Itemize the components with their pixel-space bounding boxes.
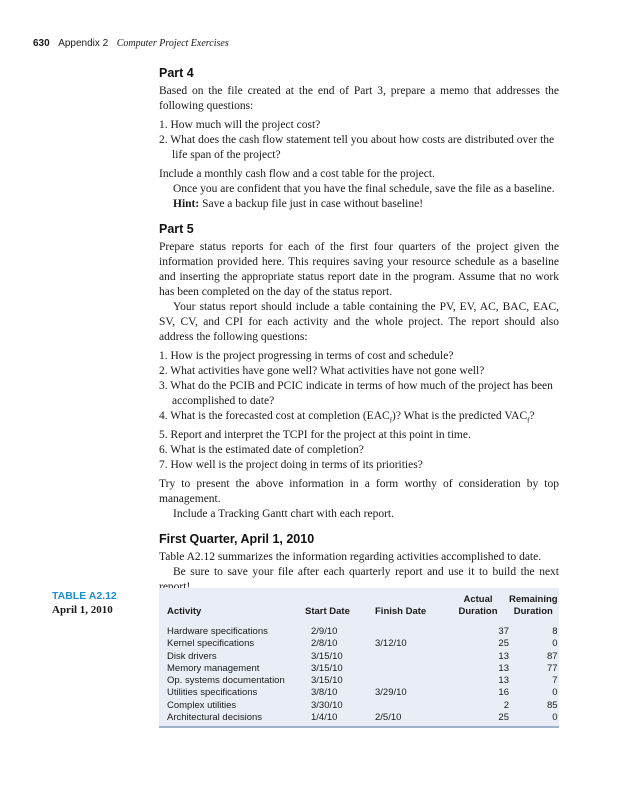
q4-subscript: f (389, 416, 393, 425)
cell-remaining-duration: 87 (546, 650, 558, 662)
cell-actual-duration: 16 (498, 687, 509, 699)
part4-question: 2. What does the cash flow statement tell you about how costs are distributed over the life span of the project? (159, 134, 555, 161)
page-number: 630 (33, 38, 50, 49)
cell-actual-duration: 13 (498, 662, 509, 674)
header-actual-line1: Actual (463, 594, 493, 605)
part5-question: 5. Report and interpret the TCPI for the project at this point in time. (159, 429, 471, 442)
cell-start-date: 3/30/10 (311, 699, 343, 711)
cell-remaining-duration: 0 (552, 638, 558, 650)
cell-remaining-duration: 77 (546, 662, 558, 674)
part5-questions (159, 349, 559, 473)
cell-finish-date: 3/12/10 (375, 638, 407, 650)
table-row (167, 675, 558, 687)
part4-para: Include a monthly cash flow and a cost table for the project. (159, 168, 435, 180)
first-quarter-section (159, 532, 559, 595)
first-quarter-heading: First Quarter, April 1, 2010 (159, 532, 315, 547)
cell-activity: Hardware specifications (167, 626, 268, 637)
activity-table (167, 594, 558, 724)
cell-actual-duration: 2 (503, 699, 509, 711)
cell-remaining-duration: 85 (546, 699, 558, 711)
part4-questions (159, 118, 559, 163)
cell-actual-duration: 25 (498, 712, 509, 724)
part5-question (159, 409, 559, 428)
table-panel (159, 588, 559, 728)
cell-remaining-duration: 8 (552, 626, 558, 637)
table-row (167, 700, 558, 712)
part4-heading: Part 4 (159, 66, 194, 80)
part5-question: 1. How is the project progressing in terms of cost and schedule? (159, 350, 454, 362)
hint-text: Save a backup file just in case without baseline! (199, 198, 424, 210)
q4-subscript: f (527, 416, 530, 425)
cell-start-date: 3/8/10 (311, 687, 338, 699)
cell-actual-duration: 37 (498, 626, 509, 637)
part5-section (159, 222, 559, 522)
header-activity: Activity (167, 606, 202, 617)
cell-finish-date (375, 700, 447, 712)
cell-start-date: 3/15/10 (311, 675, 343, 687)
cell-activity: Kernel specifications (167, 638, 255, 650)
part5-question: 7. How well is the project doing in terms of its priorities? (159, 459, 423, 472)
cell-activity: Disk drivers (167, 650, 217, 662)
appendix-label: Appendix 2 (58, 38, 109, 49)
header-remaining-duration (509, 594, 558, 618)
table-date: April 1, 2010 (52, 604, 113, 616)
cell-start-date: 3/15/10 (311, 650, 343, 662)
cell-activity: Architectural decisions (167, 712, 263, 724)
table-row (167, 663, 558, 675)
cell-finish-date (375, 675, 447, 687)
part4-intro: Based on the file created at the end of Part 3, prepare a memo that addresses the following questions: (159, 85, 559, 112)
part5-intro: Prepare status reports for each of the first four quarters of the project given the information provided here. This requires saving your resource schedule as a baseline and inserting the appropriate status report date in the program. Assume that no work has been completed on the day of the status report. (159, 241, 559, 298)
cell-finish-date (375, 626, 447, 638)
table-row (167, 712, 558, 724)
cell-activity: Op. systems documentation (167, 675, 285, 687)
part4-para: Once you are confident that you have the final schedule, save the file as a baseline. (173, 183, 555, 195)
table-row (167, 626, 558, 638)
part5-question: 6. What is the estimated date of completion? (159, 444, 364, 457)
q4-text: )? What is the predicted VAC (392, 410, 528, 422)
table-header-row (167, 594, 558, 618)
running-head (33, 38, 229, 49)
cell-start-date: 2/8/10 (311, 638, 338, 650)
first-quarter-para: Be sure to save your file after each quarterly report and use it to build the next (173, 566, 559, 579)
header-spacer (167, 618, 558, 626)
cell-remaining-duration: 7 (552, 675, 558, 687)
hint-label: Hint: (173, 198, 200, 210)
part4-hint (159, 197, 559, 212)
table-row (167, 651, 558, 663)
cell-activity: Memory management (167, 662, 260, 674)
table-caption (52, 590, 147, 616)
cell-activity: Utilities specifications (167, 687, 258, 699)
cell-actual-duration: 25 (498, 638, 509, 650)
cell-finish-date (375, 663, 447, 675)
main-content (159, 66, 559, 605)
table-body (167, 626, 558, 724)
cell-remaining-duration: 0 (552, 712, 558, 724)
part5-question: 2. What activities have gone well? What activities have not gone well? (159, 365, 485, 377)
header-remaining-line1: Remaining (509, 594, 558, 605)
header-start-date: Start Date (305, 606, 350, 617)
cell-activity: Complex utilities (167, 699, 237, 711)
part5-heading: Part 5 (159, 222, 194, 236)
q4-text: ? (529, 410, 535, 422)
cell-remaining-duration: 0 (552, 687, 558, 699)
part5-para: Your status report should include a table containing the PV, EV, AC, BAC, EAC, SV, CV, and CPI for each activity and the whole project. The report should also address the following questions: (159, 301, 559, 343)
cell-finish-date: 3/29/10 (375, 687, 407, 699)
header-remaining-line2: Duration (513, 606, 553, 617)
part4-question: 1. How much will the project cost? (159, 119, 321, 131)
cell-finish-date: 2/5/10 (375, 712, 402, 724)
header-finish-date: Finish Date (375, 606, 427, 617)
part5-para: Include a Tracking Gantt chart with each report. (173, 508, 394, 521)
table-row (167, 687, 558, 699)
cell-start-date: 1/4/10 (311, 712, 338, 724)
header-actual-duration (447, 594, 509, 618)
cell-start-date: 2/9/10 (311, 626, 338, 637)
table-bottom-rule (159, 726, 559, 728)
part5-para: Try to present the above information in a form worthy of consideration by top management. (159, 478, 559, 506)
cell-finish-date (375, 651, 447, 663)
cell-actual-duration: 13 (498, 675, 509, 687)
part4-section (159, 66, 559, 212)
first-quarter-para: Table A2.12 summarizes the information regarding activities accomplished to date. (159, 551, 542, 564)
q4-text: 4. What is the forecasted cost at completion (EAC (159, 410, 390, 422)
part5-question: 3. What do the PCIB and PCIC indicate in terms of how much of the project has been accomplished to date? (159, 380, 553, 407)
table-number: TABLE A2.12 (52, 590, 117, 602)
cell-actual-duration: 13 (498, 650, 509, 662)
header-actual-line2: Duration (458, 606, 498, 617)
cell-start-date: 3/15/10 (311, 662, 343, 674)
running-title: Computer Project Exercises (116, 38, 229, 49)
table-row (167, 638, 558, 650)
